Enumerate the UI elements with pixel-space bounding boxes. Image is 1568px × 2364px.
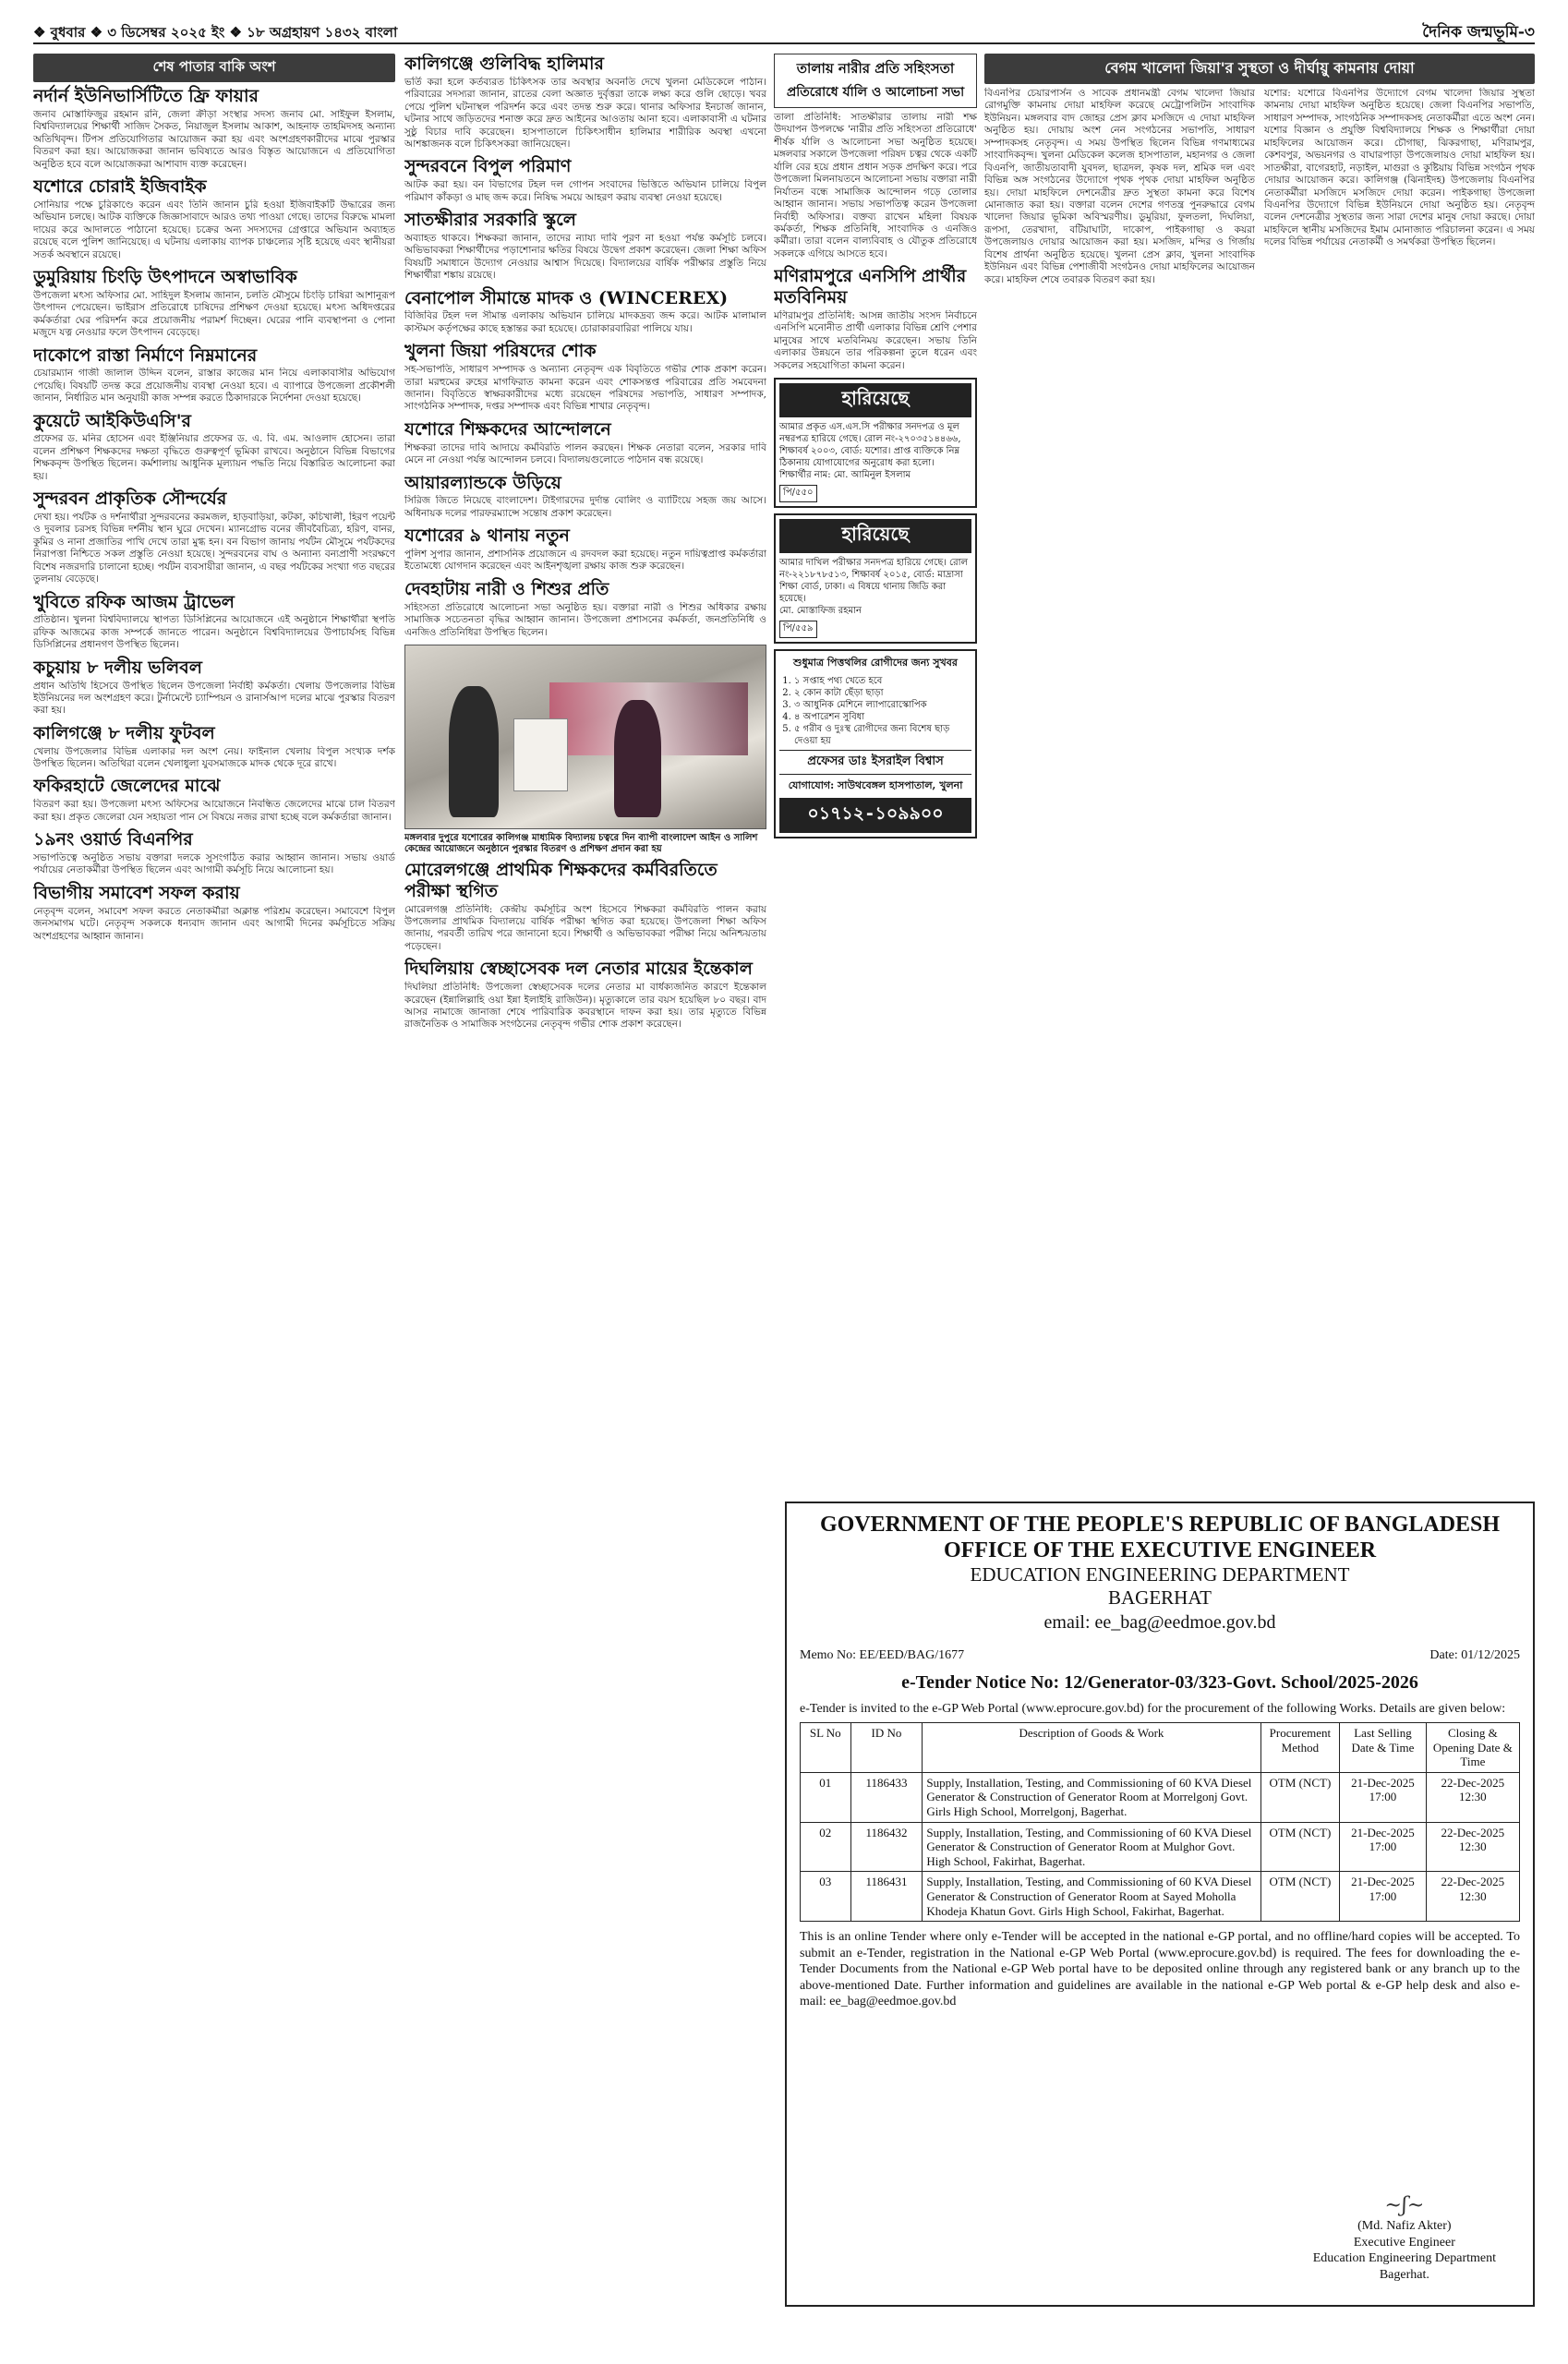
article-title: মোরেলগঞ্জে প্রাথমিক শিক্ষকদের কর্মবিরতিতে পরীক্ষা স্থগিত <box>404 859 718 901</box>
signer-designation: Executive Engineer <box>1353 2235 1455 2249</box>
email-line: email: ee_bag@eedmoe.gov.bd <box>1043 1611 1276 1633</box>
tender-notice <box>785 1502 1535 2307</box>
table-row <box>801 1872 1520 1922</box>
table-cell: 21-Dec-2025 17:00 <box>1340 1822 1426 1872</box>
table-cell: 21-Dec-2025 17:00 <box>1340 1772 1426 1822</box>
article-title: বিভাগীয় সমাবেশ সফল করায় <box>33 882 240 903</box>
article-title: নর্দার্ন ইউনিভার্সিটিতে ফ্রি ফায়ার <box>33 86 259 106</box>
article-body: পুলিশ সুপার জানান, প্রশাসনিক প্রয়োজনে এ রদবদল করা হয়েছে। নতুন দায়িত্বপ্রাপ্ত কর্মকর্তারা ইতোমধ্যে যোগদান করেছেন এবং আইনশৃঙ্খলা রক্ষায় কাজ শুরু করেছেন। <box>404 549 766 573</box>
lost-name: মো. মোস্তাফিজ রহমান <box>779 606 862 617</box>
table-cell: 22-Dec-2025 12:30 <box>1426 1872 1519 1922</box>
person-shape <box>449 686 500 818</box>
article-body: চেয়ারম্যান গাজী জালাল উদ্দিন বলেন, রাস্তার কাজের মান নিয়ে এলাকাবাসীর অভিযোগ পেয়েছি। বিষয়টি তদন্ত করে প্রয়োজনীয় ব্যবস্থা নেওয়া হবে। এ ব্যাপারে উপজেলা প্রকৌশলী জানান, নির্ধারিত মান অনুযায়ী কাজ সম্পন্ন করতে ঠিকাদারকে নির্দেশনা দেওয়া হয়েছে। <box>33 368 395 404</box>
article-title: কালিগঞ্জে ৮ দলীয় ফুটবল <box>33 722 215 743</box>
clinic-phone: ০১৭১২-১০৯৯০০ <box>779 798 971 833</box>
table-cell: Supply, Installation, Testing, and Commissioning of 60 KVA Diesel Generator & Construction of Generator Room at Sayed Moholla Khodeja Khatun Govt. Girls High School, Fakirhat, Bagerhat. <box>923 1872 1260 1922</box>
lost-notice <box>774 513 977 644</box>
memo-number: Memo No: EE/EED/BAG/1677 <box>800 1647 965 1662</box>
article-title: কালিগঞ্জে গুলিবিদ্ধ হালিমার <box>404 54 604 74</box>
article-title: সুন্দরবনে বিপুল পরিমাণ <box>404 156 572 177</box>
article-body: মণিরামপুর প্রতিনিধি: আসন্ন জাতীয় সংসদ নির্বাচনে এনসিপি মনোনীত প্রার্থী এলাকার বিভিন্ন শ্রেণি পেশার মানুষের সাথে মতবিনিময় করেছেন। সভায় তিনি এলাকার উন্নয়নে তার পরিকল্পনা তুলে ধরেন এবং সকলের সহযোগিতা কামনা করেন। <box>774 309 977 371</box>
tender-table <box>800 1722 1520 1922</box>
article-body: খেলায় উপজেলার বিভিন্ন এলাকার দল অংশ নেয়। ফাইনাল খেলায় বিপুল সংখ্যক দর্শক উপস্থিত ছিলেন। অতিথিরা বলেন খেলাধুলা যুবসমাজকে মাদক থেকে দূরে রাখে। <box>33 745 395 770</box>
article-title: দেবহাটায় নারী ও শিশুর প্রতি <box>404 578 609 599</box>
clinic-list <box>779 675 971 747</box>
signer-dept: Education Engineering Department <box>1312 2251 1496 2265</box>
article-title: কচুয়ায় ৮ দলীয় ভলিবল <box>33 657 202 678</box>
table-cell: 1186432 <box>850 1822 923 1872</box>
clinic-ad <box>774 649 977 838</box>
article <box>33 86 395 171</box>
article-body: বিজিবির টহল দল সীমান্ত এলাকায় অভিযান চালিয়ে মাদকদ্রব্য জব্দ করে। আটক মালামাল কাস্টমস কর্তৃপক্ষের কাছে হস্তান্তর করা হয়েছে। চোরাকারবারিরা পালিয়ে যায়। <box>404 310 766 334</box>
article <box>33 176 395 261</box>
column-header: Description of Goods & Work <box>923 1723 1260 1773</box>
article <box>1264 88 1535 1454</box>
article-title: ডুমুরিয়ায় চিংড়ি উৎপাদনে অস্বাভাবিক <box>33 266 297 287</box>
article-title: আয়ারল্যান্ডকে উড়িয়ে <box>404 472 561 493</box>
doctor-name: প্রফেসর ডাঃ ইসরাইল বিশ্বাস <box>779 750 971 775</box>
column-3 <box>774 54 977 1494</box>
table-cell: 02 <box>801 1822 851 1872</box>
date-line: ❖ বুধবার ❖ ৩ ডিসেম্বর ২০২৫ ইং ❖ ১৮ অগ্রহায়ণ ১৪৩২ বাংলা <box>33 24 398 41</box>
table-cell: OTM (NCT) <box>1260 1872 1340 1922</box>
signature-block <box>1313 2193 1496 2284</box>
section-heading: বেগম খালেদা জিয়া'র সুস্থতা ও দীর্ঘায়ু কামনায় দোয়া <box>984 54 1535 84</box>
article <box>33 776 395 824</box>
article <box>33 829 395 877</box>
article-body: সোনিয়ার পক্ষে চুরিকাণ্ডে করেন এবং তিনি জানান চুরি হওয়া ইজিবাইকটি উদ্ধারের জন্য অভিযান চলছে। আটক ব্যক্তিকে জিজ্ঞাসাবাদে আরও তথ্য পাওয়া গেছে। তাদের বিরুদ্ধে মামলা দায়ের করে আদালতে পাঠানো হয়েছে। চক্রের অন্য সদস্যদের গ্রেপ্তারে অভিযান অব্যাহত রয়েছে বলে পুলিশ জানিয়েছে। এ ঘটনায় এলাকায় ব্যাপক চাঞ্চল্যের সৃষ্টি হয়েছে এবং স্থানীয়রা সতর্ক অবস্থানে রয়েছে। <box>33 199 395 260</box>
city-line: BAGERHAT <box>1107 1586 1212 1610</box>
article-title: যশোরে শিক্ষকদের আন্দোলনে <box>404 418 611 440</box>
article-body: প্রধান অতিথি হিসেবে উপস্থিত ছিলেন উপজেলা নির্বাহী কর্মকর্তা। খেলায় উপজেলার বিভিন্ন ইউনিয়নের দল অংশগ্রহণ করে। টুর্নামেন্টে চ্যাম্পিয়ন ও রানার্সআপ দলের মাঝে পুরস্কার বিতরণ করা হয়। <box>33 680 395 717</box>
article-body: উপজেলা মৎস্য অফিসার মো. সাহিদুল ইসলাম জানান, চলতি মৌসুমে চিংড়ি চাষিরা আশানুরূপ উৎপাদন পেয়েছেন। ভাইরাস প্রতিরোধে চাষিদের প্রশিক্ষণ দেওয়া হয়েছে। মৎস্য অধিদপ্তরের কর্মকর্তারা ঘের পরিদর্শন করে প্রয়োজনীয় পরামর্শ দিচ্ছেন। ঘেরের পানি ব্যবস্থাপনা ও পোনা মজুদে যত্ন নেওয়ার ফলে উৎপাদন বেড়েছে। <box>33 289 395 339</box>
article-title: যশোরে চোরাই ইজিবাইক <box>33 175 207 197</box>
article-body: সিরিজ জিতে নিয়েছে বাংলাদেশ। টাইগারদের দুর্দান্ত বোলিং ও ব্যাটিংয়ে সহজ জয় আসে। অধিনায়ক দলের পারফরম্যান্সে সন্তোষ প্রকাশ করেছেন। <box>404 495 766 519</box>
article <box>404 579 766 639</box>
article <box>404 419 766 467</box>
table-cell: 03 <box>801 1872 851 1922</box>
article-body: সহ-সভাপতি, সাধারণ সম্পাদক ও অন্যান্য নেতৃবৃন্দ এক বিবৃতিতে গভীর শোক প্রকাশ করেন। তারা মরহুমের রুহের মাগফিরাত কামনা করেন এবং শোকসন্তপ্ত পরিবারের প্রতি সমবেদনা জানান। বিবৃতিতে স্বাক্ষরকারীদের মধ্যে রয়েছেন পরিষদের সভাপতি, সাধারণ সম্পাদক, সাংগঠনিক সম্পাদক, দপ্তর সম্পাদক এবং বিভিন্ন শাখার নেতৃবৃন্দ। <box>404 364 766 413</box>
ad-tag: পি/৫৫৯ <box>779 621 817 638</box>
article-body: প্রফেসর ড. মনির হোসেন এবং ইঞ্জিনিয়ার প্রফেসর ড. এ. বি. এম. আওলাদ হোসেন। তারা বলেন প্রশিক্ষণ শিক্ষকদের দক্ষতা বৃদ্ধিতে গুরুত্বপূর্ণ ভূমিকা রাখবে। অনুষ্ঠানে বিভিন্ন বিভাগের শিক্ষকবৃন্দ উপস্থিত ছিলেন। কর্মশালায় আধুনিক মূল্যায়ন পদ্ধতি নিয়ে বিস্তারিত আলোচনা করা হয়। <box>33 433 395 482</box>
article <box>33 657 395 718</box>
section-heading: শেষ পাতার বাকি অংশ <box>33 54 395 82</box>
article-body: সভাপতিত্বে অনুষ্ঠিত সভায় বক্তারা দলকে সুসংগঠিত করার আহ্বান জানান। সভায় ওয়ার্ড পর্যায়ের নেতাকর্মীরা উপস্থিত ছিলেন এবং আগামী কর্মসূচি নিয়ে আলোচনা হয়। <box>33 851 395 876</box>
lost-body: আমার দাখিল পরীক্ষার সনদপত্র হারিয়ে গেছে। রোল নং-২২১৮৭৮৫১৩, শিক্ষাবর্ষ ২০১৫, বোর্ড: মাদ্রাসা শিক্ষা বোর্ড, ঢাকা। এ বিষয়ে থানায় জিডি করা হয়েছে। <box>779 558 968 605</box>
table-cell: 1186433 <box>850 1772 923 1822</box>
article-title: দাকোপে রাস্তা নির্মাণে নিম্নমানের <box>33 344 258 366</box>
list-item: 1. ১ সপ্তাহ পথ্য খেতে হবে <box>794 675 971 687</box>
page-header <box>33 20 1535 44</box>
lost-title: হারিয়েছে <box>779 519 971 553</box>
article-title: ফকিরহাটে জেলেদের মাঝে <box>33 776 221 797</box>
article-title: সাতক্ষীরার সরকারি স্কুলে <box>404 210 576 231</box>
article <box>33 883 395 943</box>
article-body: বিতরণ করা হয়। উপজেলা মৎস্য অফিসের আয়োজনে নিবন্ধিত জেলেদের মাঝে চাল বিতরণ করা হয়। প্রকৃত জেলেরা যেন সহায়তা পান সে বিষয়ে নজর রাখা হচ্ছে বলে কর্মকর্তারা জানান। <box>33 799 395 823</box>
article-body: শিক্ষকরা তাদের দাবি আদায়ে কর্মবিরতি পালন করছেন। শিক্ষক নেতারা বলেন, সরকার দাবি মেনে না নেওয়া পর্যন্ত আন্দোলন চলবে। বিদ্যালয়গুলোতে পাঠদান বন্ধ রয়েছে। <box>404 441 766 466</box>
table-cell: OTM (NCT) <box>1260 1772 1340 1822</box>
table-cell: Supply, Installation, Testing, and Commissioning of 60 KVA Diesel Generator & Construction of Generator Room at Morrelgonj Govt. Girls High School, Morrelgonj, Bagerhat. <box>923 1772 1260 1822</box>
column-header: SL No <box>801 1723 851 1773</box>
article <box>33 723 395 771</box>
notice-footer: This is an online Tender where only e-Tender will be accepted in the national e-GP portal, and no offline/hard copies will be accepted. To submit an e-Tender, registration in the National e-GP Web Portal (www.eprocure.gov.bd) is required. The fees for downloading the e-Tender Documents from the National e-GP Web portal have to be deposited online through any registered bank or any branch up to the above-mentioned Date. Further information and guidelines are available in the national e-GP Web portal & e-GP help desk and also e-mail: ee_bag@eedmoe.gov.bd <box>800 1930 1520 2009</box>
table-header-row <box>801 1723 1520 1773</box>
article-body: ভর্তি করা হলে কর্তব্যরত চিকিৎসক তার অবস্থার অবনতি দেখে খুলনা মেডিকেলে পাঠান। পরিবারের সদস্যরা জানান, রাতের বেলা অজ্ঞাত দুর্বৃত্তরা তাকে লক্ষ্য করে গুলি ছোড়ে। খবর পেয়ে পুলিশ ঘটনাস্থল পরিদর্শন করে এবং তদন্ত শুরু করে। থানার অফিসার ইনচার্জ জানান, ঘটনার সাথে জড়িতদের শনাক্ত করে দ্রুত আইনের আওতায় আনা হবে। এলাকাবাসী এ ঘটনার সুষ্ঠু বিচার দাবি করেছেন। হাসপাতালে চিকিৎসাধীন হালিমার শারীরিক অবস্থা এখনো আশঙ্কাজনক বলে চিকিৎসকরা জানিয়েছেন। <box>404 76 766 150</box>
article-body: দেখা হয়। পর্যটক ও দর্শনার্থীরা সুন্দরবনের করমজল, হাড়বাড়িয়া, কটকা, কচিখালী, হিরণ পয়েন্ট ও দুবলার চরসহ বিভিন্ন দর্শনীয় স্থান ঘুরে দেখেন। ম্যানগ্রোভ বনের জীববৈচিত্র্য, হরিণ, বানর, কুমির ও নানা প্রজাতির পাখি দেখে তারা মুগ্ধ হন। বন বিভাগ জানায় পর্যটন মৌসুমে পর্যটকদের নিরাপত্তা নিশ্চিতে সকল প্রস্তুতি নেওয়া হয়েছে। সুন্দরবনের বাঘ ও অন্যান্য বন্যপ্রাণী সংরক্ষণে বিশেষ নজরদারি চালানো হচ্ছে। পর্যটন ব্যবসায়ীরা জানান, এ বছর পর্যটকের সংখ্যা গত বছরের তুলনায় বেড়েছে। <box>33 511 395 585</box>
article-title: কুয়েটে আইকিউএসি'র <box>33 410 192 431</box>
table-cell: 22-Dec-2025 12:30 <box>1426 1772 1519 1822</box>
article <box>404 288 766 336</box>
article-title: দিঘলিয়ায় স্বেচ্ছাসেবক দল নেতার মায়ের ইন্তেকাল <box>404 959 753 980</box>
photo-caption: মঙ্গলবার দুপুরে যশোরের কালিগঞ্জ মাধ্যমিক বিদ্যালয় চত্বরে দিন ব্যাপী বাংলাদেশ আইন ও সালিশ কেন্দ্রের আয়োজনে অনুষ্ঠানে পুরস্কার বিতরণ ও প্রশিক্ষণ প্রদান করা হয় <box>404 832 758 855</box>
column-4 <box>984 54 1535 1494</box>
lost-name: শিক্ষার্থীর নাম: মো. আমিনুল ইসলাম <box>779 470 911 481</box>
two-column-text <box>984 88 1535 1460</box>
article-title: বেনাপোল সীমান্তে মাদক ও (WINCEREX) <box>404 287 729 308</box>
column-2 <box>404 54 766 2307</box>
article <box>404 959 766 1031</box>
signature-icon: ~ʃ~ <box>1384 2193 1425 2217</box>
table-row <box>801 1822 1520 1872</box>
article <box>33 592 395 652</box>
column-1 <box>33 54 395 2307</box>
table-cell: 22-Dec-2025 12:30 <box>1426 1822 1519 1872</box>
article <box>33 267 395 340</box>
article <box>404 54 766 151</box>
office-line: OFFICE OF THE EXECUTIVE ENGINEER <box>943 1538 1377 1562</box>
article <box>984 88 1255 1454</box>
column-header: Procurement Method <box>1260 1723 1340 1773</box>
table-row <box>801 1772 1520 1822</box>
notice-intro: e-Tender is invited to the e-GP Web Portal (www.eprocure.gov.bd) for the procurement of the following Works. Details are given below: <box>800 1701 1506 1716</box>
column-header: Closing & Opening Date & Time <box>1426 1723 1519 1773</box>
dept-line: EDUCATION ENGINEERING DEPARTMENT <box>970 1563 1350 1586</box>
article <box>33 411 395 484</box>
signer-name: (Md. Nafiz Akter) <box>1357 2219 1452 2233</box>
article-title: খুলনা জিয়া পরিষদের শোক <box>404 341 597 362</box>
clinic-top: শুধুমাত্র পিত্তথলির রোগীদের জন্য সুখবর <box>793 657 958 669</box>
article <box>404 156 766 204</box>
list-item: 4. ৪ অপারেশন সুবিধা <box>794 711 971 723</box>
list-item: 3. ৩ আধুনিক মেশিনে ল্যাপারোস্কোপিক <box>794 699 971 711</box>
special-headline <box>774 54 977 108</box>
article-body: বিএনপির চেয়ারপার্সন ও সাবেক প্রধানমন্ত্রী বেগম খালেদা জিয়ার রোগমুক্তি কামনায় দোয়া মাহফিল করেছে মেট্রোপলিটন সাংবাদিক ইউনিয়ন। মঙ্গলবার বাদ জোহর প্রেস ক্লাব মসজিদে এ দোয়া মাহফিল অনুষ্ঠিত হয়। দোয়ায় অংশ নেন সংগঠনের সভাপতি, সাধারণ সম্পাদকসহ নেতৃবৃন্দ। এ সময় উপস্থিত ছিলেন বিভিন্ন গণমাধ্যমের সাংবাদিকবৃন্দ। খুলনা মেডিকেল কলেজ হাসপাতাল, মহানগর ও জেলা বিএনপি, জাতীয়তাবাদী যুবদল, ছাত্রদল, কৃষক দল, শ্রমিক দল এবং বিভিন্ন অঙ্গ সংগঠনের উদ্যোগে পৃথক পৃথক দোয়া মাহফিল অনুষ্ঠিত হয়। দোয়া মাহফিলে দেশনেত্রীর দ্রুত সুস্থতা কামনা করে বিশেষ মোনাজাত করা হয়। বক্তারা বলেন দেশের গণতন্ত্র পুনরুদ্ধারে বেগম খালেদা জিয়ার ভূমিকা অবিস্মরণীয়। ডুমুরিয়া, ফুলতলা, দিঘলিয়া, রূপসা, তেরখাদা, বটিয়াঘাটা, দাকোপ, পাইকগাছা ও কয়রা উপজেলায়ও দোয়ার আয়োজন করা হয়। মসজিদ, মন্দির ও গির্জায় বিশেষ প্রার্থনা অনুষ্ঠিত হয়েছে। খুলনা প্রেস ক্লাব, খুলনা সাংবাদিক ইউনিয়ন এবং বিভিন্ন পেশাজীবী সংগঠনও দোয়া মাহফিলের আয়োজন করে। মাহফিল শেষে তবারক বিতরণ করা হয়। <box>984 88 1255 285</box>
article-title: মণিরামপুরে এনসিপি প্রার্থীর মতবিনিময় <box>774 266 967 308</box>
news-photo <box>404 645 766 829</box>
signer-place: Bagerhat. <box>1379 2267 1429 2282</box>
headline-line-2: প্রতিরোধে র্যালি ও আলোচনা সভা <box>786 85 965 100</box>
article-body: তালা প্রতিনিধি: সাতক্ষীরার তালায় নারী শক্ষ উদযাপন উপলক্ষে 'নারীর প্রতি সহিংসতা প্রতিরোধে' শীর্ষক র্যালি ও আলোচনা সভা অনুষ্ঠিত হয়েছে। মঙ্গলবার সকালে উপজেলা পরিষদ চত্বর থেকে একটি র্যালি বের হয়ে প্রধান প্রধান সড়ক প্রদক্ষিণ করে। পরে উপজেলা মিলনায়তনে আলোচনা সভায় বক্তারা নারী নির্যাতন বন্ধে সামাজিক আন্দোলন গড়ে তোলার আহ্বান জানান। সভায় সভাপতিত্ব করেন উপজেলা নির্বাহী অফিসার। বক্তব্য রাখেন মহিলা বিষয়ক কর্মকর্তা, শিক্ষক প্রতিনিধি, সাংবাদিক ও এনজিও কর্মীরা। তারা বলেন বাল্যবিবাহ ও যৌতুক প্রতিরোধে সকলকে এগিয়ে আসতে হবে। <box>774 112 977 259</box>
person-shape <box>614 700 661 817</box>
list-item: 2. ২ কোন কাটা ছেঁড়া ছাড়া <box>794 687 971 699</box>
article <box>774 266 977 372</box>
headline-line-1: তালায় নারীর প্রতি সহিংসতা <box>796 60 955 77</box>
list-item: 5. ৫ গরীব ও দুঃস্থ রোগীদের জন্য বিশেষ ছাড় দেওয়া হয় <box>794 723 971 747</box>
clinic-contact: যোগাযোগ: সাউথবেঙ্গল হাসপাতাল, খুলনা <box>788 779 963 792</box>
article <box>774 112 977 260</box>
article <box>33 345 395 405</box>
article-body: সহিংসতা প্রতিরোধে আলোচনা সভা অনুষ্ঠিত হয়। বক্তারা নারী ও শিশুর অধিকার রক্ষায় সামাজিক সচেতনতা বৃদ্ধির আহ্বান জানান। উপজেলা প্রশাসনের কর্মকর্তা, জনপ্রতিনিধি ও এনজিও প্রতিনিধিরা উপস্থিত ছিলেন। <box>404 601 766 638</box>
certificate-shape <box>513 718 568 791</box>
article-body: মোরেলগঞ্জ প্রতিনিধি: কেন্দ্রীয় কর্মসূচির অংশ হিসেবে শিক্ষকরা কর্মবিরতি পালন করায় উপজেলার প্রাথমিক বিদ্যালয়ে বার্ষিক পরীক্ষা স্থগিত করা হয়েছে। উপজেলা শিক্ষা অফিস জানায়, পরবর্তী তারিখ পরে জানানো হবে। শিক্ষার্থী ও অভিভাবকরা পরীক্ষা নিয়ে অনিশ্চয়তায় পড়েছেন। <box>404 903 766 952</box>
memo-row <box>800 1648 1520 1663</box>
article-body: আটক করা হয়। বন বিভাগের টহল দল গোপন সংবাদের ভিত্তিতে অভিযান চালিয়ে বিপুল পরিমাণ কাঁকড়া ও মাছ জব্দ করে। নিষিদ্ধ সময়ে আহরণ করায় ব্যবস্থা নেওয়া হয়েছে। <box>404 179 766 203</box>
memo-date: Date: 01/12/2025 <box>1429 1647 1520 1662</box>
lost-notice <box>774 378 977 508</box>
article <box>404 210 766 283</box>
ad-tag: পি/৫৫০ <box>779 485 817 502</box>
article <box>404 860 766 953</box>
lost-body: আমার প্রকৃত এস.এস.সি পরীক্ষার সনদপত্র ও মূল নম্বরপত্র হারিয়ে গেছে। রোল নং-২৭০৩৫১৪৪৬৬, শিক্ষাবর্ষ ২০০৩, বোর্ড: যশোর। প্রাপ্ত ব্যক্তিকে নিম্ন ঠিকানায় যোগাযোগের অনুরোধ করা হলো। <box>779 422 961 469</box>
notice-title: e-Tender Notice No: 12/Generator-03/323-Govt. School/2025-2026 <box>901 1671 1418 1693</box>
article <box>404 341 766 414</box>
table-cell: OTM (NCT) <box>1260 1822 1340 1872</box>
article-body: জনাব মোস্তাফিজুর রহমান রনি, জেলা ক্রীড়া সংস্থার সদস্য জনাব মো. সাইফুল ইসলাম, বিশ্ববিদ্যালয়ের শিক্ষার্থী সাজিদ সৈকত, নিয়াজুল ইসলাম আকাশ, আহনাফ তাহমিদসহ অন্যান্য অতিথিবৃন্দ। টিপস প্রতিযোগিতার আয়োজন করা হয় এবং অংশগ্রহণকারীদের মাঝে পুরস্কার বিতরণ করা হয়। আয়োজকরা জানান ভবিষ্যতে আরও বিস্তৃত আয়োজনে এ প্রতিযোগিতা অনুষ্ঠিত হবে বলে আয়োজকরা আশাবাদ ব্যক্ত করেছেন। <box>33 108 395 170</box>
article-body: নেতৃবৃন্দ বলেন, সমাবেশ সফল করতে নেতাকর্মীরা অক্লান্ত পরিশ্রম করেছেন। সমাবেশে বিপুল জনসমাগম ঘটে। নেতৃবৃন্দ সকলকে ধন্যবাদ জানান এবং আগামী দিনের কর্মসূচিতে সক্রিয় অংশগ্রহণের আহ্বান জানান। <box>33 905 395 942</box>
article-body: প্রতিষ্ঠান। খুলনা বিশ্ববিদ্যালয়ে স্থাপত্য ডিসিপ্লিনের আয়োজনে এই অনুষ্ঠানে শিক্ষার্থীরা স্থপতি রফিক আজমের কাজ সম্পর্কে জানতে পারেন। অনুষ্ঠানে বিশ্ববিদ্যালয়ের উপাচার্যসহ বিভিন্ন ডিসিপ্লিনের প্রধানগণ উপস্থিত ছিলেন। <box>33 614 395 651</box>
table-cell: 01 <box>801 1772 851 1822</box>
table-cell: Supply, Installation, Testing, and Commissioning of 60 KVA Diesel Generator & Construction of Generator Room at Mulghor Govt. High School, Fakirhat, Bagerhat. <box>923 1822 1260 1872</box>
article <box>33 488 395 585</box>
article-body: অব্যাহত থাকবে। শিক্ষকরা জানান, তাদের ন্যায্য দাবি পূরণ না হওয়া পর্যন্ত কর্মসূচি চলবে। অভিভাবকরা শিক্ষার্থীদের পড়াশোনার ক্ষতির বিষয়ে উদ্বেগ প্রকাশ করেছেন। জেলা শিক্ষা অফিস বিষয়টি সমাধানে উদ্যোগ নেওয়ার আশ্বাস দিয়েছে। বিদ্যালয়ের বার্ষিক পরীক্ষার প্রস্তুতি নিয়ে শিক্ষার্থীরা শঙ্কায় রয়েছে। <box>404 232 766 282</box>
paper-name: দৈনিক জন্মভূমি-৩ <box>1422 23 1535 42</box>
article-body: যশোর: যশোরে বিএনপির উদ্যোগে বেগম খালেদা জিয়ার সুস্থতা কামনায় দোয়া মাহফিল অনুষ্ঠিত হয়েছে। জেলা বিএনপির সভাপতি, সাধারণ সম্পাদক, সাংগঠনিক সম্পাদকসহ নেতাকর্মীরা এতে অংশ নেন। যশোর বিজ্ঞান ও প্রযুক্তি বিশ্ববিদ্যালয়ে শিক্ষক ও শিক্ষার্থীরা দোয়া মাহফিলের আয়োজন করে। চৌগাছা, ঝিকরগাছা, মণিরামপুর, কেশবপুর, অভয়নগর ও বাঘারপাড়া উপজেলায়ও দোয়া মাহফিল হয়। সাতক্ষীরা, বাগেরহাট, নড়াইল, মাগুরা ও কুষ্টিয়ায় বিভিন্ন সংগঠন পৃথক দোয়ার আয়োজন করে। কালিগঞ্জ (ঝিনাইদহ) উপজেলায় বিএনপির নেতাকর্মীরা মসজিদে মসজিদে দোয়া করেন। পাইকগাছা উপজেলা বিএনপির উদ্যোগে বিভিন্ন ইউনিয়নে দোয়া অনুষ্ঠিত হয়। নেতৃবৃন্দ বলেন দেশনেত্রীর সুস্থতার জন্য সারা দেশের মানুষ দোয়া করছে। দোয়া মাহফিলে স্থানীয় মসজিদের ইমাম মোনাজাত পরিচালনা করেন। এ সময় দলের বিভিন্ন পর্যায়ের নেতাকর্মী ও সমর্থকরা উপস্থিত ছিলেন। <box>1264 88 1535 248</box>
article <box>404 525 766 573</box>
table-cell: 1186431 <box>850 1872 923 1922</box>
lost-title: হারিয়েছে <box>779 383 971 417</box>
article-title: ১৯নং ওয়ার্ড বিএনপির <box>33 829 193 850</box>
column-header: Last Selling Date & Time <box>1340 1723 1426 1773</box>
article-title: খুবিতে রফিক আজম ট্রাভেল <box>33 591 235 612</box>
article <box>404 473 766 521</box>
article-title: যশোরের ৯ থানায় নতুন <box>404 525 570 547</box>
gov-line: GOVERNMENT OF THE PEOPLE'S REPUBLIC OF BANGLADESH <box>819 1513 1501 1537</box>
column-header: ID No <box>850 1723 923 1773</box>
table-cell: 21-Dec-2025 17:00 <box>1340 1872 1426 1922</box>
article-title: সুন্দরবন প্রাকৃতিক সৌন্দর্যের <box>33 488 227 510</box>
article-body: দিঘলিয়া প্রতিনিধি: উপজেলা স্বেচ্ছাসেবক দলের নেতার মা বার্ধক্যজনিত কারণে ইন্তেকাল করেছেন (ইন্নালিল্লাহি ওয়া ইন্না ইলাইহি রাজিউন)। মৃত্যুকালে তার বয়স হয়েছিল ৮০ বছর। বাদ আসর নামাজে জানাজা শেষে পারিবারিক কবরস্থানে দাফন করা হয়। তার মৃত্যুতে বিভিন্ন রাজনৈতিক ও সামাজিক সংগঠনের নেতৃবৃন্দ গভীর শোক প্রকাশ করেছেন। <box>404 982 766 1031</box>
